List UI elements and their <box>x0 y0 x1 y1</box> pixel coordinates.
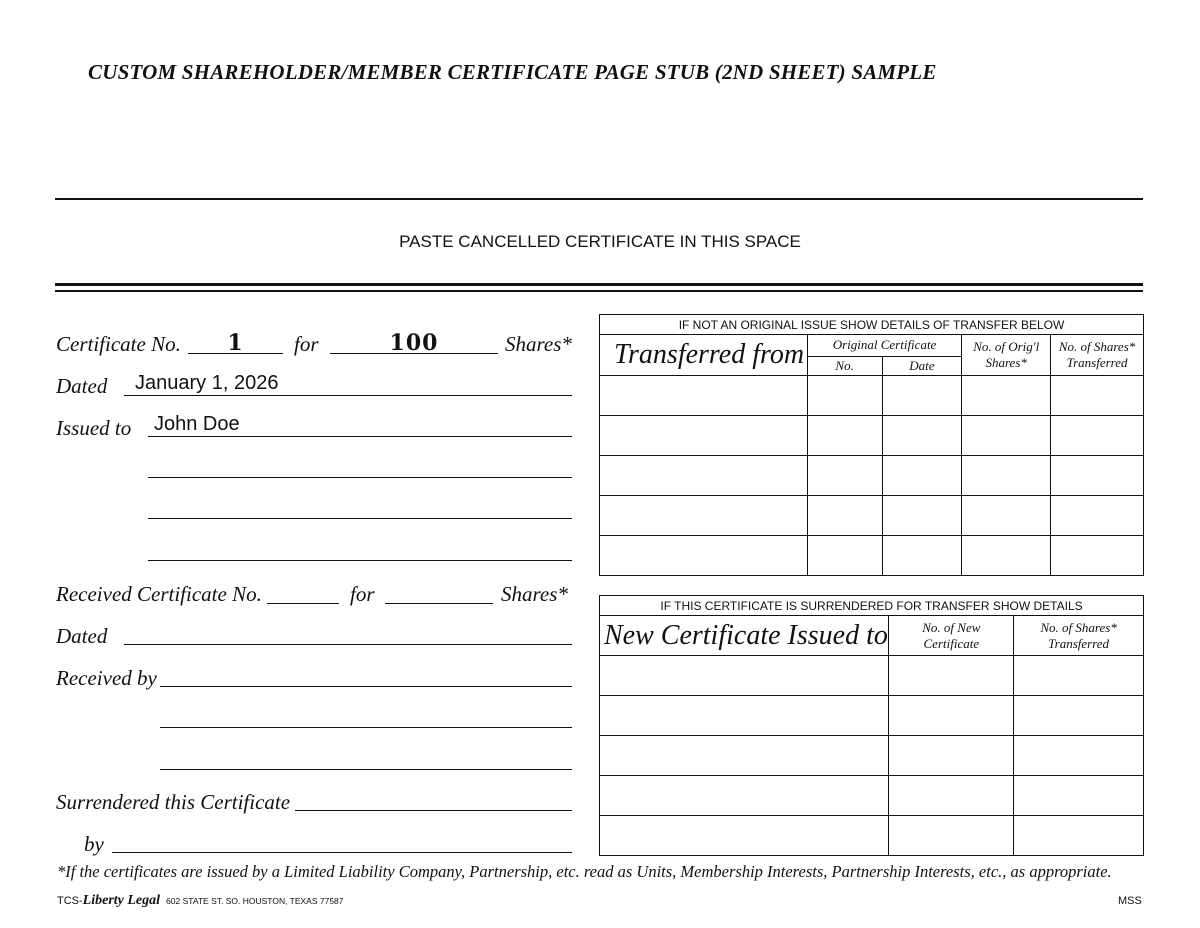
surrender-table-caption: IF THIS CERTIFICATE IS SURRENDERED FOR TRANSFER SHOW DETAILS <box>600 596 1144 616</box>
by-label: by <box>84 832 104 856</box>
received-dated-line[interactable] <box>124 644 572 645</box>
shares-label: Shares* <box>505 332 572 356</box>
dated-line[interactable] <box>124 395 572 396</box>
received-dated-label: Dated <box>56 624 108 648</box>
received-shares-label: Shares* <box>501 582 568 606</box>
transfer-table <box>599 314 1144 576</box>
original-date-header: Date <box>882 356 962 375</box>
issued-to-label: Issued to <box>56 416 132 440</box>
for-label: for <box>294 332 319 356</box>
transferred-from-header: Transferred from <box>600 335 808 376</box>
brand-logo: Liberty Legal <box>82 893 161 908</box>
surrendered-line[interactable] <box>295 810 572 811</box>
original-no-header: No. <box>807 356 882 375</box>
issued-to-line[interactable] <box>148 436 572 437</box>
dated-value: January 1, 2026 <box>135 372 279 394</box>
top-divider <box>55 198 1143 200</box>
table-row <box>600 656 1144 696</box>
received-certificate-label: Received Certificate No. <box>56 582 262 606</box>
received-by-line[interactable] <box>160 686 572 687</box>
received-shares-line[interactable] <box>385 603 493 604</box>
surrender-table <box>599 595 1144 856</box>
dated-label: Dated <box>56 374 108 398</box>
page-title: CUSTOM SHAREHOLDER/MEMBER CERTIFICATE PAGE STUB (2ND SHEET) SAMPLE <box>88 60 937 84</box>
received-for-label: for <box>350 582 375 606</box>
received-by-line-3[interactable] <box>160 769 572 770</box>
double-divider-top <box>55 283 1143 286</box>
received-by-label: Received by <box>56 666 157 690</box>
table-row <box>600 536 1144 576</box>
issued-to-line-2[interactable] <box>148 477 572 478</box>
certificate-no-value: 1 <box>227 330 244 356</box>
table-row <box>600 376 1144 416</box>
new-certificate-no-header: No. of New Certificate <box>889 616 1014 656</box>
issued-to-value: John Doe <box>154 413 240 435</box>
tcs-prefix: TCS- <box>57 895 83 907</box>
table-row <box>600 816 1144 856</box>
table-row <box>600 696 1144 736</box>
double-divider-bottom <box>55 290 1143 292</box>
footnote: *If the certificates are issued by a Limited Liability Company, Partnership, etc. read as Units, Membership Interests, Partnership Interests, etc., as appropriate. <box>57 862 1112 881</box>
table-row <box>600 776 1144 816</box>
form-code: MSS <box>1118 895 1142 907</box>
by-line[interactable] <box>112 852 572 853</box>
received-by-line-2[interactable] <box>160 727 572 728</box>
surrender-shares-transferred-header: No. of Shares* Transferred <box>1014 616 1144 656</box>
issued-to-line-4[interactable] <box>148 560 572 561</box>
table-row <box>600 416 1144 456</box>
orig-shares-header: No. of Orig'l Shares* <box>962 335 1051 376</box>
issued-to-line-3[interactable] <box>148 518 572 519</box>
publisher-line <box>57 893 344 909</box>
publisher-address: 602 STATE ST. SO. HOUSTON, TEXAS 77587 <box>166 896 344 906</box>
table-row <box>600 496 1144 536</box>
new-certificate-issued-to-header: New Certificate Issued to <box>600 616 889 656</box>
received-certificate-line[interactable] <box>267 603 339 604</box>
transfer-table-caption: IF NOT AN ORIGINAL ISSUE SHOW DETAILS OF TRANSFER BELOW <box>600 315 1144 335</box>
table-row <box>600 736 1144 776</box>
paste-instruction: PASTE CANCELLED CERTIFICATE IN THIS SPACE <box>399 232 801 251</box>
original-certificate-header: Original Certificate <box>807 335 962 357</box>
certificate-no-label: Certificate No. <box>56 332 181 356</box>
surrendered-label: Surrendered this Certificate <box>56 790 291 814</box>
shares-count-value: 100 <box>389 330 439 356</box>
table-row <box>600 456 1144 496</box>
shares-transferred-header: No. of Shares* Transferred <box>1051 335 1144 376</box>
